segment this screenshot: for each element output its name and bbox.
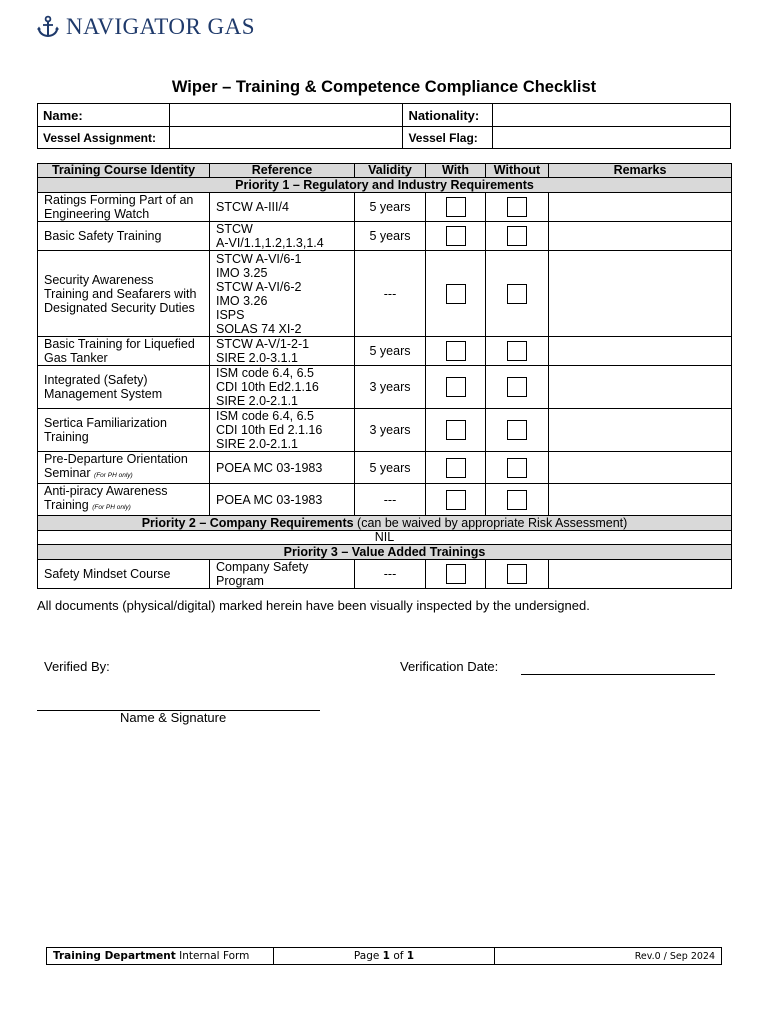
with-checkbox[interactable] xyxy=(446,341,466,361)
with-cell xyxy=(426,560,486,589)
vessel-assignment-field[interactable] xyxy=(169,127,403,149)
validity: 3 years xyxy=(355,366,426,409)
validity: 5 years xyxy=(355,193,426,222)
with-checkbox[interactable] xyxy=(446,284,466,304)
priority-2-value: NIL xyxy=(38,531,732,545)
with-checkbox[interactable] xyxy=(446,564,466,584)
course-name: Integrated (Safety) Management System xyxy=(38,366,210,409)
training-checklist-table xyxy=(37,163,732,589)
without-checkbox[interactable] xyxy=(507,458,527,478)
with-checkbox[interactable] xyxy=(446,420,466,440)
remarks-field[interactable] xyxy=(549,452,732,484)
company-logo xyxy=(36,12,255,42)
table-row xyxy=(38,251,732,337)
column-header-row xyxy=(38,164,732,178)
table-row xyxy=(38,409,732,452)
without-cell xyxy=(486,222,549,251)
name-label: Name: xyxy=(38,104,170,127)
without-cell xyxy=(486,560,549,589)
priority-3-heading: Priority 3 – Value Added Trainings xyxy=(38,545,732,560)
remarks-field[interactable] xyxy=(549,251,732,337)
reference: STCW A-V/1-2-1 SIRE 2.0-3.1.1 xyxy=(210,337,355,366)
vessel-flag-label: Vessel Flag: xyxy=(403,127,493,149)
reference: ISM code 6.4, 6.5 CDI 10th Ed 2.1.16 SIRE 2.0-2.1.1 xyxy=(210,409,355,452)
without-cell xyxy=(486,484,549,516)
vessel-assignment-label: Vessel Assignment: xyxy=(38,127,170,149)
validity: 5 years xyxy=(355,222,426,251)
nationality-label: Nationality: xyxy=(403,104,493,127)
with-checkbox[interactable] xyxy=(446,458,466,478)
without-cell xyxy=(486,409,549,452)
with-cell xyxy=(426,452,486,484)
reference: POEA MC 03-1983 xyxy=(210,452,355,484)
table-row xyxy=(38,337,732,366)
without-checkbox[interactable] xyxy=(507,341,527,361)
remarks-field[interactable] xyxy=(549,222,732,251)
with-cell xyxy=(426,409,486,452)
course-name: Basic Training for Liquefied Gas Tanker xyxy=(38,337,210,366)
course-name: Sertica Familiarization Training xyxy=(38,409,210,452)
name-signature-label: Name & Signature xyxy=(120,710,227,725)
table-row xyxy=(38,222,732,251)
without-cell xyxy=(486,337,549,366)
without-checkbox[interactable] xyxy=(507,284,527,304)
priority-1-heading: Priority 1 – Regulatory and Industry Requirements xyxy=(38,178,732,193)
remarks-field[interactable] xyxy=(549,560,732,589)
nationality-field[interactable] xyxy=(493,104,731,127)
with-cell xyxy=(426,222,486,251)
col-remarks: Remarks xyxy=(549,164,732,178)
course-name: Pre-Departure Orientation Seminar (For PH only) xyxy=(38,452,210,484)
col-course: Training Course Identity xyxy=(38,164,210,178)
with-checkbox[interactable] xyxy=(446,377,466,397)
ph-only-note: (For PH only) xyxy=(94,472,133,479)
without-cell xyxy=(486,251,549,337)
table-row xyxy=(38,484,732,516)
reference: STCW A-VI/1.1,1.2,1.3,1.4 xyxy=(210,222,355,251)
validity: 3 years xyxy=(355,409,426,452)
without-checkbox[interactable] xyxy=(507,564,527,584)
table-row xyxy=(38,452,732,484)
reference: Company Safety Program xyxy=(210,560,355,589)
table-row xyxy=(38,560,732,589)
course-name: Safety Mindset Course xyxy=(38,560,210,589)
remarks-field[interactable] xyxy=(549,484,732,516)
course-name: Security Awareness Training and Seafarers with Designated Security Duties xyxy=(38,251,210,337)
remarks-field[interactable] xyxy=(549,193,732,222)
without-checkbox[interactable] xyxy=(507,377,527,397)
vessel-flag-field[interactable] xyxy=(493,127,731,149)
col-validity: Validity xyxy=(355,164,426,178)
without-checkbox[interactable] xyxy=(507,490,527,510)
col-reference: Reference xyxy=(210,164,355,178)
reference: STCW A-VI/6-1 IMO 3.25 STCW A-VI/6-2 IMO 3.26 ISPS SOLAS 74 XI-2 xyxy=(210,251,355,337)
with-checkbox[interactable] xyxy=(446,197,466,217)
without-cell xyxy=(486,366,549,409)
validity: --- xyxy=(355,484,426,516)
col-with: With xyxy=(426,164,486,178)
course-name: Ratings Forming Part of an Engineering Watch xyxy=(38,193,210,222)
ph-only-note: (For PH only) xyxy=(92,504,131,511)
footer-revision: Rev.0 / Sep 2024 xyxy=(495,948,722,965)
with-cell xyxy=(426,251,486,337)
with-cell xyxy=(426,484,486,516)
logo-text: NAVIGATOR GAS xyxy=(66,14,256,39)
footer-department: Training Department Internal Form xyxy=(47,948,274,965)
footer xyxy=(46,947,722,965)
verified-by-label: Verified By: xyxy=(44,659,110,674)
with-cell xyxy=(426,366,486,409)
reference: STCW A-III/4 xyxy=(210,193,355,222)
with-checkbox[interactable] xyxy=(446,490,466,510)
without-checkbox[interactable] xyxy=(507,197,527,217)
validity: 5 years xyxy=(355,452,426,484)
remarks-field[interactable] xyxy=(549,409,732,452)
personal-info-table xyxy=(37,103,731,149)
with-checkbox[interactable] xyxy=(446,226,466,246)
without-checkbox[interactable] xyxy=(507,226,527,246)
without-checkbox[interactable] xyxy=(507,420,527,440)
anchor-icon xyxy=(36,15,60,39)
with-cell xyxy=(426,193,486,222)
priority-2-heading: Priority 2 – Company Requirements (can be waived by appropriate Risk Assessment) xyxy=(38,516,732,531)
table-row xyxy=(38,366,732,409)
validity: --- xyxy=(355,251,426,337)
validity: 5 years xyxy=(355,337,426,366)
without-cell xyxy=(486,452,549,484)
col-without: Without xyxy=(486,164,549,178)
reference: POEA MC 03-1983 xyxy=(210,484,355,516)
inspection-statement: All documents (physical/digital) marked herein have been visually inspected by the undersigned. xyxy=(37,598,590,613)
remarks-field[interactable] xyxy=(549,366,732,409)
validity: --- xyxy=(355,560,426,589)
course-name: Basic Safety Training xyxy=(38,222,210,251)
footer-page-number: Page 1 of 1 xyxy=(274,948,495,965)
page-title: Wiper – Training & Competence Compliance Checklist xyxy=(171,78,597,96)
table-row xyxy=(38,193,732,222)
name-field[interactable] xyxy=(169,104,403,127)
course-name: Anti-piracy Awareness Training (For PH only) xyxy=(38,484,210,516)
verification-date-field[interactable] xyxy=(521,674,715,675)
without-cell xyxy=(486,193,549,222)
remarks-field[interactable] xyxy=(549,337,732,366)
with-cell xyxy=(426,337,486,366)
reference: ISM code 6.4, 6.5 CDI 10th Ed2.1.16 SIRE 2.0-2.1.1 xyxy=(210,366,355,409)
verification-date-label: Verification Date: xyxy=(400,659,499,674)
